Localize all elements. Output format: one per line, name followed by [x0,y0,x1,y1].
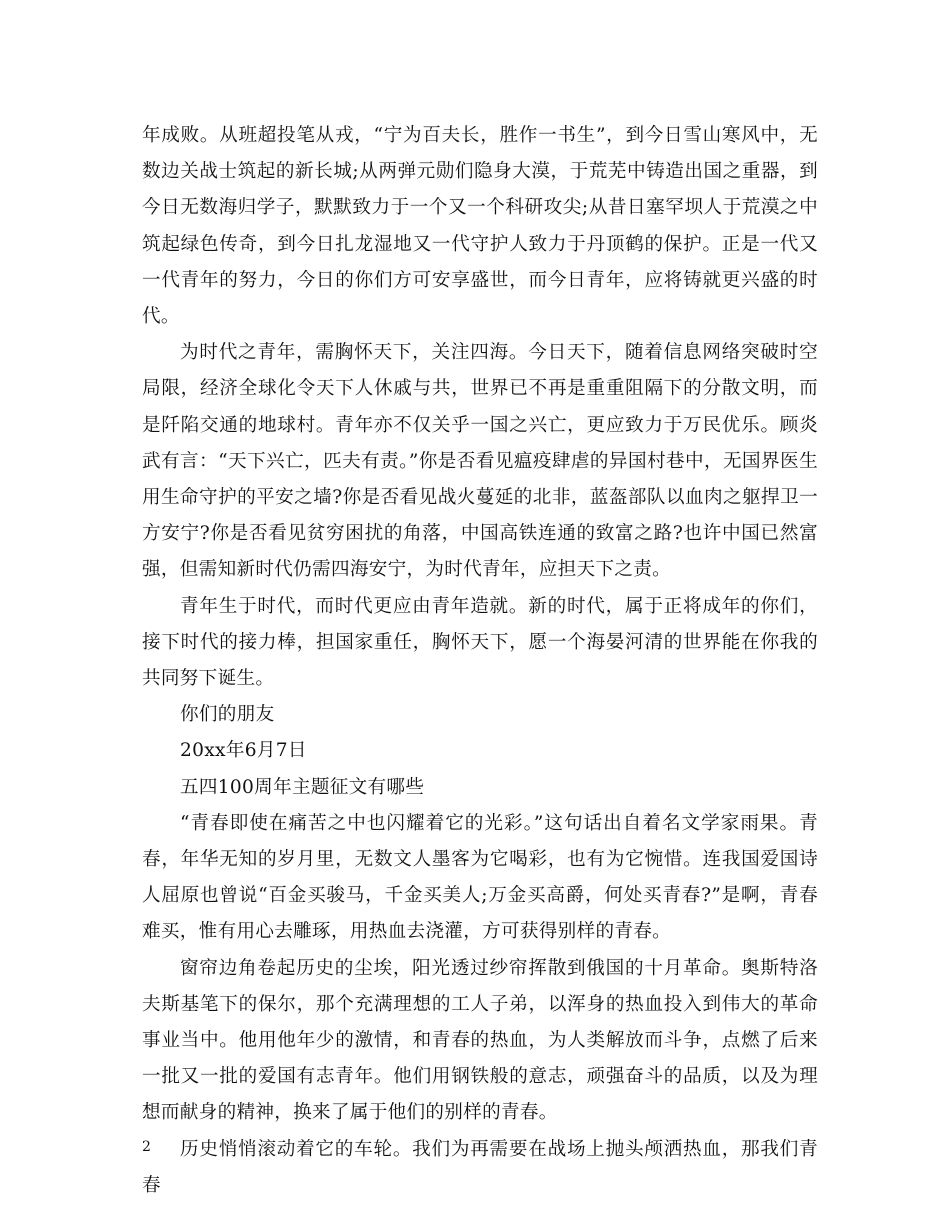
letter-date: 20xx年6月7日 [180,740,307,762]
paragraph-history-wheel: 历史悄悄滚动着它的车轮。我们为再需要在战场上抛头颅洒热血，那我们青春 [142,1138,818,1196]
section-heading: 五四100周年主题征文有哪些 [180,776,425,798]
paragraph-youth-era: 青年生于时代，而时代更应由青年造就。新的时代，属于正将成年的你们，接下时代的接力棒，担国家重任，胸怀天下，愿一个海晏河清的世界能在你我的共同努下诞生。 [142,595,818,690]
page-number: 2 [142,1139,151,1155]
body-text [142,118,818,1204]
paragraph-continuation: 年成败。从班超投笔从戎，“宁为百夫长，胜作一书生”，到今日雪山寒风中，无数边关战士筑起的新长城;从两弹元勋们隐身大漠，于荒芜中铸造出国之重器，到今日无数海归学子，默默致力于一个又一个科研攻尖;从昔日塞罕坝人于荒漠之中筑起绿色传奇，到今日扎龙湿地又一代守护人致力于丹顶鹤的保护。正是一代又一代青年的努力，今日的你们方可安享盛世，而今日青年，应将铸就更兴盛的时代。 [142,125,818,328]
paragraph-era-youth: 为时代之青年，需胸怀天下，关注四海。今日天下，随着信息网络突破时空局限，经济全球化令天下人休戚与共，世界已不再是重重阻隔下的分散文明，而是阡陷交通的地球村。青年亦不仅关乎一国之兴亡，更应致力于万民优乐。顾炎武有言：“天下兴亡，匹夫有责。”你是否看见瘟疫肆虐的异国村巷中，无国界医生用生命守护的平安之墙?你是否看见战火蔓延的北非，蓝盔部队以血肉之躯捍卫一方安宁?你是否看见贫穷困扰的角落，中国高铁连通的致富之路?也许中国已然富强，但需知新时代仍需四海安宁，为时代青年，应担天下之责。 [142,342,818,581]
paragraph-october-revolution: 窗帘边角卷起历史的尘埃，阳光透过纱帘挥散到俄国的十月革命。奥斯特洛夫斯基笔下的保尔，那个充满理想的工人子弟，以浑身的热血投入到伟大的革命事业当中。他用他年少的激情，和青春的热血，为人类解放而斗争，点燃了后来一批又一批的爱国有志青年。他们用钢铁般的意志，顽强奋斗的品质，以及为理想而献身的精神，换来了属于他们的别样的青春。 [142,957,818,1124]
letter-signature: 你们的朋友 [180,704,275,726]
paragraph-hugo-quote: “青春即使在痛苦之中也闪耀着它的光彩。”这句话出自着名文学家雨果。青春，年华无知的岁月里，无数文人墨客为它喝彩，也有为它惋惜。连我国爱国诗人屈原也曾说“百金买骏马，千金买美人;万金买高爵，何处买青春?”是啊，青春难买，惟有用心去雕琢，用热血去浇灌，方可获得别样的青春。 [142,812,818,943]
